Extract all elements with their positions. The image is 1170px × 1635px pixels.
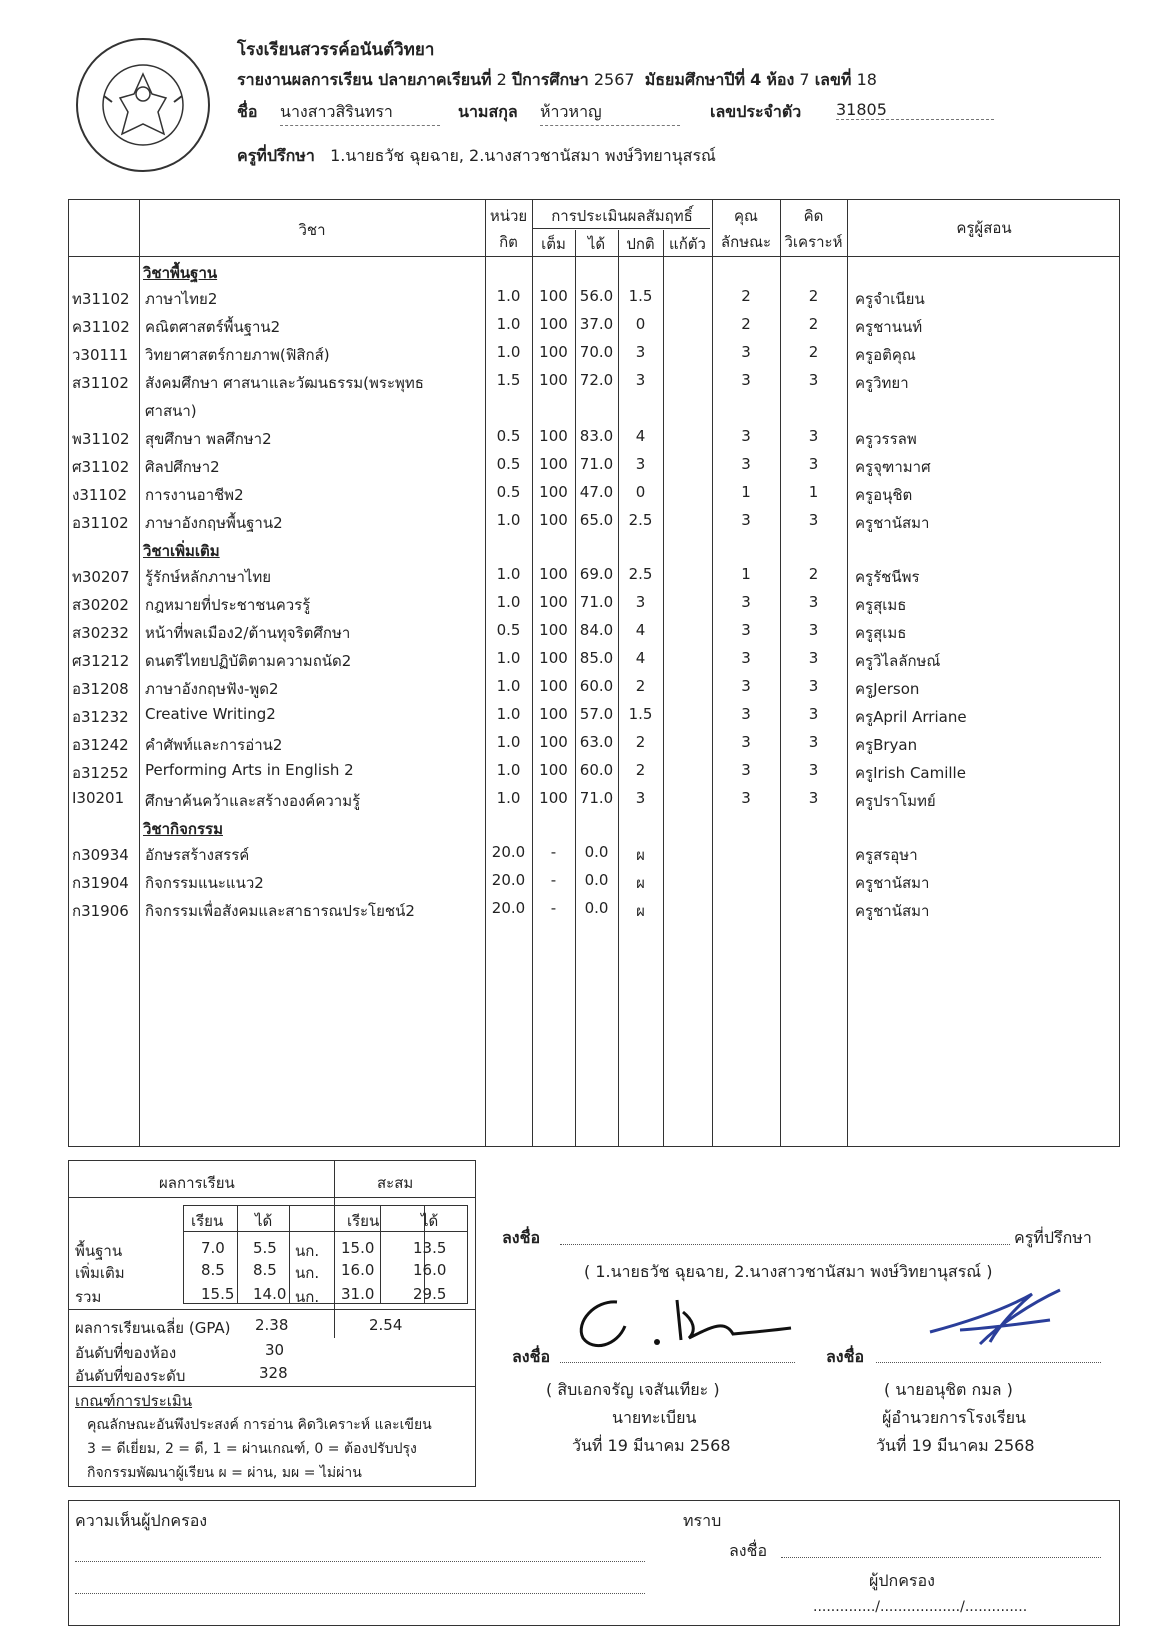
- cell-credit: 20.0: [491, 899, 526, 917]
- table-row: [69, 617, 1119, 645]
- cell-char: 1: [741, 565, 751, 583]
- teacher-name: ครูรัชนีพร: [855, 568, 920, 586]
- subject-name: ศิลปศึกษา2: [145, 458, 220, 476]
- cell-full: 100: [539, 287, 568, 305]
- report-title-line: รายงานผลการเรียน ปลายภาคเรียนที่ 2 ปีการศึกษา 2567 มัธยมศึกษาปีที่ 4 ห้อง 7 เลขที่ 18: [237, 70, 877, 89]
- cell-full: 100: [539, 649, 568, 667]
- cell-credit: 1.0: [496, 761, 521, 779]
- cell-think: 3: [808, 677, 819, 695]
- school-name: โรงเรียนสวรรค์อนันต์วิทยา: [237, 40, 435, 60]
- teacher-name: ครูJerson: [855, 680, 920, 698]
- table-row: [69, 729, 1119, 757]
- cell-credit: 1.0: [496, 649, 521, 667]
- cell-think: 3: [808, 761, 819, 779]
- cell-got: 0.0: [584, 871, 609, 889]
- cell-full: 100: [539, 761, 568, 779]
- ack-label: ทราบ: [683, 1511, 722, 1530]
- gpa-accum-value: 2.54: [369, 1316, 403, 1334]
- table-row: [69, 561, 1119, 589]
- cell-grade: 0: [635, 315, 646, 333]
- summary-got-header: ได้: [255, 1212, 273, 1230]
- cell-think: 3: [808, 371, 819, 389]
- cell-credit: 1.0: [496, 511, 521, 529]
- cell-char: 3: [741, 677, 751, 695]
- cell-char: 2: [741, 287, 751, 305]
- col-full: เต็ม: [541, 235, 566, 253]
- cell-got: 84.0: [579, 621, 614, 639]
- cell-grade: 2: [635, 761, 646, 779]
- subject-name: กฎหมายที่ประชาชนควรรู้: [145, 596, 311, 614]
- director-role: ผู้อำนวยการโรงเรียน: [882, 1408, 1026, 1427]
- teacher-name: ครูชานัสมา: [855, 902, 930, 920]
- cell-char: 3: [741, 733, 751, 751]
- subject-name: สังคมศึกษา ศาสนาและวัฒนธรรม(พระพุทธ: [145, 374, 424, 392]
- grades-table: [68, 199, 1120, 1147]
- table-row: [69, 839, 1119, 867]
- cell-full: 100: [539, 621, 568, 639]
- subject-name: Performing Arts in English 2: [145, 761, 354, 779]
- cell-grade: 2.5: [628, 511, 653, 529]
- summary-unit: นก.: [295, 1288, 320, 1306]
- student-surname: ห้าวหาญ: [540, 100, 680, 126]
- subject-code: พ31102: [72, 430, 130, 448]
- cell-credit: 1.0: [496, 733, 521, 751]
- cell-full: 100: [539, 789, 568, 807]
- section-title: วิชากิจกรรม: [143, 820, 223, 838]
- cell-got: 72.0: [579, 371, 614, 389]
- parent-date[interactable]: ............../................../..............: [813, 1599, 1028, 1615]
- cell-full: 100: [539, 593, 568, 611]
- advisor-role: ครูที่ปรึกษา: [1014, 1228, 1092, 1247]
- teacher-name: ครูวิทยา: [855, 374, 909, 392]
- summary-acc-study: 31.0: [341, 1285, 375, 1303]
- table-row: [69, 867, 1119, 895]
- rank-level-label: อันดับที่ของระดับ: [75, 1367, 186, 1385]
- cell-credit: 1.0: [496, 677, 521, 695]
- summary-got: 5.5: [253, 1239, 277, 1257]
- col-character: คุณ: [734, 207, 758, 225]
- cell-credit: 1.0: [496, 315, 521, 333]
- cell-got: 47.0: [579, 483, 614, 501]
- cell-grade: 3: [635, 343, 646, 361]
- table-row: [69, 785, 1119, 813]
- cell-full: 100: [539, 677, 568, 695]
- cell-full: 100: [539, 483, 568, 501]
- cell-credit: 1.0: [496, 705, 521, 723]
- registrar-date: วันที่ 19 มีนาคม 2568: [572, 1436, 731, 1455]
- table-row: [69, 283, 1119, 311]
- cell-grade: 3: [635, 593, 646, 611]
- cell-think: 3: [808, 455, 819, 473]
- summary-study-header: เรียน: [191, 1212, 224, 1230]
- cell-grade: 1.5: [628, 705, 653, 723]
- subject-code: ค31102: [72, 318, 130, 336]
- cell-think: 2: [808, 287, 819, 305]
- subject-name: หน้าที่พลเมือง2/ต้านทุจริตศึกษา: [145, 624, 351, 642]
- rank-level-value: 328: [259, 1364, 288, 1382]
- cell-credit: 1.0: [496, 593, 521, 611]
- cell-got: 70.0: [579, 343, 614, 361]
- cell-grade: 2: [635, 677, 646, 695]
- cell-full: -: [550, 871, 557, 889]
- teacher-name: ครูจำเนียน: [855, 290, 925, 308]
- cell-think: 2: [808, 315, 819, 333]
- director-signature: [920, 1284, 1070, 1364]
- subject-name: ดนตรีไทยปฏิบัติตามความถนัด2: [145, 652, 352, 670]
- cell-credit: 1.0: [496, 565, 521, 583]
- cell-think: 3: [808, 649, 819, 667]
- summary-acc-got: 29.5: [413, 1285, 447, 1303]
- rank-room-value: 30: [265, 1341, 285, 1359]
- summary-row-label: พื้นฐาน: [75, 1242, 123, 1260]
- subject-code: อ31232: [72, 708, 129, 726]
- subject-code: ท31102: [72, 290, 130, 308]
- cell-think: 3: [808, 621, 819, 639]
- summary-unit: นก.: [295, 1242, 320, 1260]
- subject-name: ภาษาอังกฤษพื้นฐาน2: [145, 514, 283, 532]
- subject-code: ก31904: [72, 874, 129, 892]
- director-name: ( นายอนุชิต กมล ): [884, 1380, 1013, 1399]
- cell-char: 3: [741, 593, 751, 611]
- table-row: [69, 645, 1119, 673]
- cell-grade: 2.5: [628, 565, 653, 583]
- cell-got: 65.0: [579, 511, 614, 529]
- cell-grade: ผ: [636, 874, 645, 892]
- table-row: [69, 367, 1119, 395]
- table-row: [69, 757, 1119, 785]
- cell-credit: 0.5: [496, 621, 521, 639]
- cell-credit: 1.0: [496, 343, 521, 361]
- cell-full: 100: [539, 343, 568, 361]
- summary-row-label: เพิ่มเติม: [75, 1264, 125, 1282]
- subject-code: ว30111: [72, 346, 129, 364]
- cell-grade: 3: [635, 455, 646, 473]
- cell-think: 3: [808, 511, 819, 529]
- summary-acc-got: 13.5: [413, 1239, 447, 1257]
- col-teacher: ครูผู้สอน: [956, 219, 1012, 237]
- school-seal: [74, 36, 212, 174]
- table-row-continuation: [69, 395, 1119, 423]
- col-assessment: การประเมินผลสัมฤทธิ์: [551, 207, 693, 225]
- table-row: [69, 479, 1119, 507]
- cell-think: 3: [808, 789, 819, 807]
- cell-char: 3: [741, 427, 751, 445]
- cell-char: 3: [741, 455, 751, 473]
- registrar-sign-line: [560, 1362, 795, 1363]
- criteria-title: เกณฑ์การประเมิน: [75, 1392, 193, 1410]
- cell-grade: 4: [635, 427, 646, 445]
- teacher-name: ครูอติคุณ: [855, 346, 916, 364]
- subject-name: การงานอาชีพ2: [145, 486, 244, 504]
- table-row: [69, 589, 1119, 617]
- cell-got: 71.0: [579, 593, 614, 611]
- cell-think: 2: [808, 565, 819, 583]
- summary-accum-study-header: เรียน: [347, 1212, 380, 1230]
- col-analysis-2: วิเคราะห์: [784, 233, 843, 251]
- cell-got: 71.0: [579, 789, 614, 807]
- subject-code: I30201: [72, 789, 125, 807]
- teacher-name: ครูสรอุษา: [855, 846, 918, 864]
- subject-code: อ31252: [72, 764, 129, 782]
- parent-comment-box: [68, 1500, 1120, 1626]
- table-row: [69, 423, 1119, 451]
- summary-acc-study: 15.0: [341, 1239, 375, 1257]
- col-analysis: คิด: [803, 207, 824, 225]
- cell-grade: 3: [635, 371, 646, 389]
- criteria-line-1: คุณลักษณะอันพึงประสงค์ การอ่าน คิดวิเคราะห์ และเขียน: [87, 1417, 432, 1433]
- cell-char: 3: [741, 511, 751, 529]
- cell-credit: 1.0: [496, 287, 521, 305]
- subject-code: อ31208: [72, 680, 129, 698]
- section-title: วิชาพื้นฐาน: [143, 264, 218, 282]
- section-title: วิชาเพิ่มเติม: [143, 542, 220, 560]
- summary-unit: นก.: [295, 1264, 320, 1282]
- gpa-value: 2.38: [255, 1316, 289, 1334]
- section-heading: [69, 257, 1119, 285]
- director-sign-label: ลงชื่อ: [826, 1347, 865, 1366]
- advisor-line: ครูที่ปรึกษา 1.นายธวัช ฉุยฉาย, 2.นางสาวชานัสมา พงษ์วิทยานุสรณ์: [237, 146, 716, 165]
- cell-grade: ผ: [636, 846, 645, 864]
- cell-credit: 0.5: [496, 483, 521, 501]
- subject-name: ศึกษาค้นคว้าและสร้างองค์ความรู้: [145, 792, 361, 810]
- subject-code: ก31906: [72, 902, 129, 920]
- parent-sign-label: ลงชื่อ: [729, 1541, 768, 1560]
- summary-acc-got: 16.0: [413, 1261, 447, 1279]
- cell-grade: ผ: [636, 902, 645, 920]
- cell-got: 37.0: [579, 315, 614, 333]
- subject-name: กิจกรรมแนะแนว2: [145, 874, 264, 892]
- cell-char: 3: [741, 621, 751, 639]
- student-name-line: ชื่อ: [237, 102, 258, 121]
- cell-full: 100: [539, 511, 568, 529]
- cell-char: 3: [741, 705, 751, 723]
- student-id: 31805: [836, 100, 994, 120]
- subject-name: อักษรสร้างสรรค์: [145, 846, 250, 864]
- subject-code: ส31102: [72, 374, 129, 392]
- teacher-name: ครูปราโมทย์: [855, 792, 936, 810]
- cell-char: 3: [741, 343, 751, 361]
- col-subject: วิชา: [298, 221, 326, 239]
- table-row: [69, 451, 1119, 479]
- surname-label: นามสกุล: [458, 102, 518, 121]
- cell-char: 2: [741, 315, 751, 333]
- subject-code: อ31242: [72, 736, 129, 754]
- rank-room-label: อันดับที่ของห้อง: [75, 1344, 177, 1362]
- advisor-sign-line: [560, 1244, 1010, 1245]
- registrar-name: ( สิบเอกจรัญ เจสันเทียะ ): [546, 1380, 720, 1399]
- director-sign-line: [876, 1362, 1101, 1363]
- advisor-sign-label: ลงชื่อ: [502, 1228, 541, 1247]
- teacher-name: ครูจุฑามาศ: [855, 458, 931, 476]
- teacher-name: ครูชานัสมา: [855, 514, 930, 532]
- summary-accum-header: สะสม: [377, 1174, 414, 1192]
- cell-think: 3: [808, 593, 819, 611]
- teacher-name: ครูวรรลพ: [855, 430, 917, 448]
- table-row: [69, 673, 1119, 701]
- cell-char: 1: [741, 483, 751, 501]
- col-credit-2: กิต: [499, 233, 518, 251]
- subject-name: กิจกรรมเพื่อสังคมและสาธารณประโยชน์2: [145, 902, 415, 920]
- subject-code: ศ31102: [72, 458, 130, 476]
- subject-name-cont: ศาสนา): [145, 402, 197, 420]
- subject-code: อ31102: [72, 514, 129, 532]
- criteria-line-3: กิจกรรมพัฒนาผู้เรียน ผ = ผ่าน, มผ = ไม่ผ่าน: [87, 1465, 362, 1481]
- teacher-name: ครูชานนท์: [855, 318, 923, 336]
- subject-code: ศ31212: [72, 652, 130, 670]
- cell-char: 3: [741, 789, 751, 807]
- col-got: ได้: [587, 235, 606, 253]
- criteria-line-2: 3 = ดีเยี่ยม, 2 = ดี, 1 = ผ่านเกณฑ์, 0 = ต้องปรับปรุง: [87, 1441, 417, 1457]
- director-date: วันที่ 19 มีนาคม 2568: [876, 1436, 1035, 1455]
- cell-grade: 4: [635, 621, 646, 639]
- cell-full: 100: [539, 565, 568, 583]
- cell-think: 3: [808, 705, 819, 723]
- comment-line-2[interactable]: [75, 1593, 645, 1594]
- teacher-name: ครูชานัสมา: [855, 874, 930, 892]
- cell-got: 56.0: [579, 287, 614, 305]
- student-first-name: นางสาวสิรินทรา: [280, 100, 440, 126]
- teacher-name: ครูBryan: [855, 736, 918, 754]
- cell-full: 100: [539, 371, 568, 389]
- cell-char: 3: [741, 649, 751, 667]
- cell-credit: 20.0: [491, 843, 526, 861]
- col-credit: หน่วย: [489, 207, 528, 225]
- cell-full: -: [550, 843, 557, 861]
- registrar-sign-label: ลงชื่อ: [512, 1347, 551, 1366]
- cell-credit: 1.5: [496, 371, 521, 389]
- summary-study: 7.0: [201, 1239, 225, 1257]
- student-id-label: เลขประจำตัว: [710, 102, 802, 121]
- cell-char: 3: [741, 371, 751, 389]
- subject-name: ภาษาไทย2: [145, 290, 218, 308]
- cell-got: 85.0: [579, 649, 614, 667]
- subject-code: ส30232: [72, 624, 129, 642]
- cell-credit: 1.0: [496, 789, 521, 807]
- cell-think: 3: [808, 733, 819, 751]
- subject-name: สุขศึกษา พลศึกษา2: [145, 430, 272, 448]
- cell-grade: 3: [635, 789, 646, 807]
- cell-got: 0.0: [584, 843, 609, 861]
- cell-grade: 2: [635, 733, 646, 751]
- subject-code: ท30207: [72, 568, 130, 586]
- summary-result-header: ผลการเรียน: [159, 1174, 235, 1192]
- cell-got: 63.0: [579, 733, 614, 751]
- cell-got: 60.0: [579, 677, 614, 695]
- cell-char: 3: [741, 761, 751, 779]
- subject-name: คณิตศาสตร์พื้นฐาน2: [145, 318, 281, 336]
- parent-role: ผู้ปกครอง: [869, 1571, 935, 1590]
- registrar-signature: [565, 1290, 795, 1360]
- summary-accum-got-header: ได้: [421, 1212, 439, 1230]
- cell-full: 100: [539, 427, 568, 445]
- teacher-name: ครูวิไลลักษณ์: [855, 652, 941, 670]
- registrar-role: นายทะเบียน: [612, 1408, 697, 1427]
- summary-acc-study: 16.0: [341, 1261, 375, 1279]
- subject-code: ก30934: [72, 846, 129, 864]
- subject-name: ภาษาอังกฤษฟัง-พูด2: [145, 680, 279, 698]
- cell-credit: 20.0: [491, 871, 526, 889]
- cell-got: 69.0: [579, 565, 614, 583]
- section-heading: [69, 535, 1119, 563]
- cell-got: 57.0: [579, 705, 614, 723]
- cell-grade: 0: [635, 483, 646, 501]
- cell-full: 100: [539, 705, 568, 723]
- cell-got: 60.0: [579, 761, 614, 779]
- cell-grade: 1.5: [628, 287, 653, 305]
- table-row: [69, 507, 1119, 535]
- col-character-2: ลักษณะ: [720, 233, 772, 251]
- cell-got: 83.0: [579, 427, 614, 445]
- parent-comment-label: ความเห็นผู้ปกครอง: [75, 1511, 208, 1530]
- summary-study: 8.5: [201, 1261, 225, 1279]
- cell-think: 3: [808, 427, 819, 445]
- table-row: [69, 701, 1119, 729]
- cell-full: -: [550, 899, 557, 917]
- summary-study: 15.5: [201, 1285, 235, 1303]
- cell-got: 71.0: [579, 455, 614, 473]
- col-normal: ปกติ: [626, 235, 655, 253]
- summary-got: 8.5: [253, 1261, 277, 1279]
- section-heading: [69, 813, 1119, 841]
- comment-line-1[interactable]: [75, 1561, 645, 1562]
- parent-sign-line[interactable]: [781, 1557, 1101, 1558]
- subject-name: รู้รักษ์หลักภาษาไทย: [145, 568, 272, 586]
- col-remedial: แก้ตัว: [669, 235, 706, 253]
- cell-credit: 0.5: [496, 427, 521, 445]
- table-row: [69, 895, 1119, 923]
- subject-name: วิทยาศาสตร์กายภาพ(ฟิสิกส์): [145, 346, 330, 364]
- subject-name: Creative Writing2: [145, 705, 276, 723]
- advisor-names: ( 1.นายธวัช ฉุยฉาย, 2.นางสาวชานัสมา พงษ์วิทยานุสรณ์ ): [584, 1262, 993, 1281]
- teacher-name: ครูอนุชิต: [855, 486, 913, 504]
- cell-full: 100: [539, 733, 568, 751]
- cell-grade: 4: [635, 649, 646, 667]
- table-row: [69, 311, 1119, 339]
- cell-think: 1: [808, 483, 819, 501]
- cell-credit: 0.5: [496, 455, 521, 473]
- teacher-name: ครูสุเมธ: [855, 596, 907, 614]
- cell-got: 0.0: [584, 899, 609, 917]
- subject-code: ง31102: [72, 486, 128, 504]
- summary-got: 14.0: [253, 1285, 287, 1303]
- gpa-label: ผลการเรียนเฉลี่ย (GPA): [75, 1319, 231, 1337]
- summary-row-label: รวม: [75, 1288, 102, 1306]
- teacher-name: ครูIrish Camille: [855, 764, 966, 782]
- cell-think: 2: [808, 343, 819, 361]
- table-row: [69, 339, 1119, 367]
- summary-box: [68, 1160, 476, 1487]
- subject-code: ส30202: [72, 596, 129, 614]
- teacher-name: ครูสุเมธ: [855, 624, 907, 642]
- cell-full: 100: [539, 315, 568, 333]
- cell-full: 100: [539, 455, 568, 473]
- subject-name: คำศัพท์และการอ่าน2: [145, 736, 283, 754]
- teacher-name: ครูApril Arriane: [855, 708, 967, 726]
